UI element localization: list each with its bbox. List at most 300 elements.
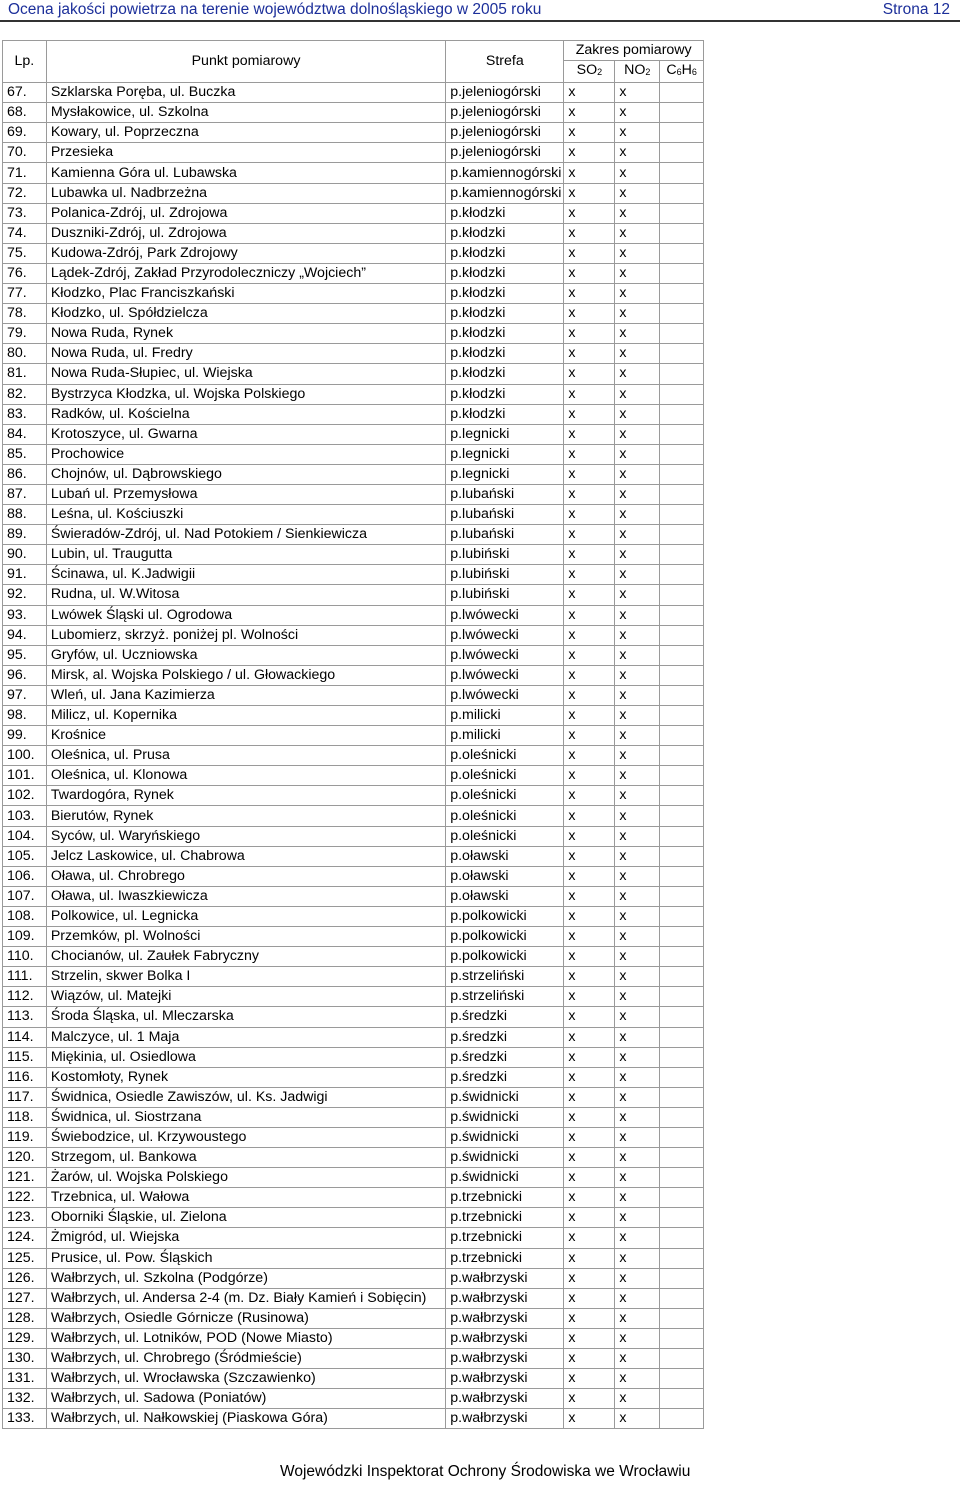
so2-mark: x	[564, 404, 615, 424]
row-number: 79.	[3, 324, 47, 344]
so2-mark: x	[564, 464, 615, 484]
so2-mark: x	[564, 263, 615, 283]
no2-mark: x	[615, 726, 660, 746]
zone: p.oleśnicki	[446, 746, 564, 766]
measurement-point: Ścinawa, ul. K.Jadwigii	[46, 565, 445, 585]
zone: p.wałbrzyski	[446, 1349, 564, 1369]
measurement-point: Świdnica, ul. Siostrzana	[46, 1107, 445, 1127]
no2-mark: x	[615, 1148, 660, 1168]
table-row	[3, 685, 704, 705]
c6h6-mark	[660, 625, 704, 645]
c6h6-mark	[660, 605, 704, 625]
c6h6-mark	[660, 645, 704, 665]
so2-mark: x	[564, 846, 615, 866]
c6h6-mark	[660, 927, 704, 947]
table-row	[3, 1228, 704, 1248]
row-number: 80.	[3, 344, 47, 364]
row-number: 73.	[3, 203, 47, 223]
row-number: 101.	[3, 766, 47, 786]
table-row	[3, 585, 704, 605]
row-number: 76.	[3, 263, 47, 283]
zone: p.lubiński	[446, 565, 564, 585]
measurement-point: Malczyce, ul. 1 Maja	[46, 1027, 445, 1047]
c6h6-mark	[660, 1328, 704, 1348]
so2-mark: x	[564, 605, 615, 625]
c6h6-mark	[660, 1148, 704, 1168]
row-number: 83.	[3, 404, 47, 424]
no2-mark: x	[615, 806, 660, 826]
row-number: 130.	[3, 1349, 47, 1369]
header-so2: $SO_2$	[564, 61, 615, 83]
no2-mark: x	[615, 505, 660, 525]
c6h6-mark	[660, 1308, 704, 1328]
row-number: 118.	[3, 1107, 47, 1127]
no2-mark: x	[615, 183, 660, 203]
row-number: 67.	[3, 83, 47, 103]
measurement-point: Wałbrzych, ul. Lotników, POD (Nowe Miasto)	[46, 1328, 445, 1348]
zone: p.milicki	[446, 706, 564, 726]
zone: p.lubański	[446, 525, 564, 545]
page-header	[0, 0, 960, 20]
so2-mark: x	[564, 545, 615, 565]
c6h6-mark	[660, 344, 704, 364]
table-row	[3, 1087, 704, 1107]
zone: p.kłodzki	[446, 263, 564, 283]
row-number: 93.	[3, 605, 47, 625]
zone: p.kłodzki	[446, 344, 564, 364]
row-number: 98.	[3, 706, 47, 726]
measurement-points-table	[2, 40, 704, 1429]
table-row	[3, 625, 704, 645]
zone: p.kamiennogórski	[446, 163, 564, 183]
table-row	[3, 243, 704, 263]
zone: p.kłodzki	[446, 223, 564, 243]
measurement-point: Lubomierz, skrzyż. poniżej pl. Wolności	[46, 625, 445, 645]
table-row	[3, 565, 704, 585]
table-row	[3, 1208, 704, 1228]
c6h6-mark	[660, 424, 704, 444]
so2-mark: x	[564, 1007, 615, 1027]
row-number: 128.	[3, 1308, 47, 1328]
so2-mark: x	[564, 1409, 615, 1429]
measurement-point: Kamienna Góra ul. Lubawska	[46, 163, 445, 183]
measurement-point: Kostomłoty, Rynek	[46, 1067, 445, 1087]
zone: p.wałbrzyski	[446, 1288, 564, 1308]
measurement-point: Rudna, ul. W.Witosa	[46, 585, 445, 605]
header-punkt-pomiarowy: Punkt pomiarowy	[46, 41, 445, 83]
row-number: 131.	[3, 1369, 47, 1389]
table-row	[3, 1409, 704, 1429]
measurement-point: Prusice, ul. Pow. Śląskich	[46, 1248, 445, 1268]
c6h6-mark	[660, 1228, 704, 1248]
measurement-point: Oleśnica, ul. Prusa	[46, 746, 445, 766]
so2-mark: x	[564, 1308, 615, 1328]
zone: p.kłodzki	[446, 284, 564, 304]
row-number: 77.	[3, 284, 47, 304]
c6h6-mark	[660, 1208, 704, 1228]
measurement-point: Żmigród, ul. Wiejska	[46, 1228, 445, 1248]
so2-mark: x	[564, 585, 615, 605]
no2-mark: x	[615, 927, 660, 947]
no2-mark: x	[615, 1067, 660, 1087]
row-number: 116.	[3, 1067, 47, 1087]
table-row	[3, 143, 704, 163]
row-number: 123.	[3, 1208, 47, 1228]
c6h6-mark	[660, 444, 704, 464]
so2-mark: x	[564, 183, 615, 203]
c6h6-mark	[660, 1067, 704, 1087]
no2-mark: x	[615, 625, 660, 645]
zone: p.strzeliński	[446, 987, 564, 1007]
table-row	[3, 846, 704, 866]
measurement-point: Kudowa-Zdrój, Park Zdrojowy	[46, 243, 445, 263]
row-number: 72.	[3, 183, 47, 203]
zone: p.polkowicki	[446, 927, 564, 947]
zone: p.kłodzki	[446, 324, 564, 344]
table-row	[3, 1027, 704, 1047]
measurement-point: Strzegom, ul. Bankowa	[46, 1148, 445, 1168]
zone: p.kłodzki	[446, 364, 564, 384]
row-number: 94.	[3, 625, 47, 645]
row-number: 75.	[3, 243, 47, 263]
table-row	[3, 1248, 704, 1268]
measurement-point: Polanica-Zdrój, ul. Zdrojowa	[46, 203, 445, 223]
measurement-point: Polkowice, ul. Legnicka	[46, 906, 445, 926]
zone: p.trzebnicki	[446, 1208, 564, 1228]
no2-mark: x	[615, 223, 660, 243]
c6h6-mark	[660, 183, 704, 203]
no2-mark: x	[615, 585, 660, 605]
measurement-point: Nowa Ruda, Rynek	[46, 324, 445, 344]
c6h6-mark	[660, 364, 704, 384]
c6h6-mark	[660, 123, 704, 143]
measurement-point: Chojnów, ul. Dąbrowskiego	[46, 464, 445, 484]
zone: p.jeleniogórski	[446, 103, 564, 123]
row-number: 126.	[3, 1268, 47, 1288]
table-row	[3, 947, 704, 967]
so2-mark: x	[564, 1067, 615, 1087]
no2-mark: x	[615, 444, 660, 464]
no2-mark: x	[615, 1228, 660, 1248]
no2-mark: x	[615, 1208, 660, 1228]
row-number: 103.	[3, 806, 47, 826]
table-row	[3, 284, 704, 304]
measurement-point: Mirsk, al. Wojska Polskiego / ul. Głowackiego	[46, 665, 445, 685]
so2-mark: x	[564, 1268, 615, 1288]
c6h6-mark	[660, 304, 704, 324]
table-row	[3, 927, 704, 947]
table-row	[3, 1288, 704, 1308]
table-row	[3, 1047, 704, 1067]
no2-mark: x	[615, 846, 660, 866]
so2-mark: x	[564, 344, 615, 364]
table-row	[3, 967, 704, 987]
so2-mark: x	[564, 685, 615, 705]
no2-mark: x	[615, 284, 660, 304]
no2-mark: x	[615, 464, 660, 484]
so2-mark: x	[564, 665, 615, 685]
measurement-point: Przemków, pl. Wolności	[46, 927, 445, 947]
table-row	[3, 806, 704, 826]
row-number: 78.	[3, 304, 47, 324]
no2-mark: x	[615, 324, 660, 344]
no2-mark: x	[615, 1409, 660, 1429]
zone: p.legnicki	[446, 424, 564, 444]
measurement-point: Wałbrzych, ul. Nałkowskiej (Piaskowa Góra)	[46, 1409, 445, 1429]
measurement-point: Żarów, ul. Wojska Polskiego	[46, 1168, 445, 1188]
zone: p.świdnicki	[446, 1107, 564, 1127]
no2-mark: x	[615, 364, 660, 384]
row-number: 97.	[3, 685, 47, 705]
zone: p.oławski	[446, 866, 564, 886]
measurement-point: Radków, ul. Kościelna	[46, 404, 445, 424]
table-row	[3, 766, 704, 786]
c6h6-mark	[660, 1168, 704, 1188]
measurement-point: Gryfów, ul. Uczniowska	[46, 645, 445, 665]
row-number: 112.	[3, 987, 47, 1007]
so2-mark: x	[564, 1328, 615, 1348]
c6h6-mark	[660, 1007, 704, 1027]
c6h6-mark	[660, 1268, 704, 1288]
row-number: 84.	[3, 424, 47, 444]
no2-mark: x	[615, 203, 660, 223]
zone: p.lwówecki	[446, 605, 564, 625]
row-number: 99.	[3, 726, 47, 746]
row-number: 90.	[3, 545, 47, 565]
zone: p.trzebnicki	[446, 1248, 564, 1268]
table-row	[3, 163, 704, 183]
row-number: 81.	[3, 364, 47, 384]
no2-mark: x	[615, 605, 660, 625]
so2-mark: x	[564, 1288, 615, 1308]
measurement-point: Oława, ul. Chrobrego	[46, 866, 445, 886]
no2-mark: x	[615, 1369, 660, 1389]
table-row	[3, 886, 704, 906]
table-row	[3, 605, 704, 625]
zone: p.milicki	[446, 726, 564, 746]
zone: p.świdnicki	[446, 1148, 564, 1168]
measurement-point: Lwówek Śląski ul. Ogrodowa	[46, 605, 445, 625]
measurement-point: Nowa Ruda-Słupiec, ul. Wiejska	[46, 364, 445, 384]
zone: p.legnicki	[446, 444, 564, 464]
c6h6-mark	[660, 1288, 704, 1308]
table-row	[3, 746, 704, 766]
c6h6-mark	[660, 866, 704, 886]
table-row	[3, 404, 704, 424]
header-zakres-pomiarowy: Zakres pomiarowy	[564, 41, 704, 61]
c6h6-mark	[660, 746, 704, 766]
no2-mark: x	[615, 404, 660, 424]
table-row	[3, 1107, 704, 1127]
so2-mark: x	[564, 625, 615, 645]
no2-mark: x	[615, 384, 660, 404]
zone: p.jeleniogórski	[446, 83, 564, 103]
row-number: 105.	[3, 846, 47, 866]
row-number: 110.	[3, 947, 47, 967]
row-number: 91.	[3, 565, 47, 585]
c6h6-mark	[660, 1248, 704, 1268]
measurement-point: Bierutów, Rynek	[46, 806, 445, 826]
c6h6-mark	[660, 1409, 704, 1429]
row-number: 104.	[3, 826, 47, 846]
zone: p.polkowicki	[446, 947, 564, 967]
no2-mark: x	[615, 123, 660, 143]
c6h6-mark	[660, 906, 704, 926]
no2-mark: x	[615, 243, 660, 263]
so2-mark: x	[564, 424, 615, 444]
table-row	[3, 545, 704, 565]
table-row	[3, 1328, 704, 1348]
zone: p.świdnicki	[446, 1087, 564, 1107]
row-number: 96.	[3, 665, 47, 685]
so2-mark: x	[564, 1228, 615, 1248]
row-number: 114.	[3, 1027, 47, 1047]
measurement-point: Oborniki Śląskie, ul. Zielona	[46, 1208, 445, 1228]
measurement-point: Milicz, ul. Kopernika	[46, 706, 445, 726]
row-number: 125.	[3, 1248, 47, 1268]
measurement-point: Kowary, ul. Poprzeczna	[46, 123, 445, 143]
so2-mark: x	[564, 1087, 615, 1107]
so2-mark: x	[564, 143, 615, 163]
header-rule	[0, 20, 960, 22]
measurement-point: Syców, ul. Waryńskiego	[46, 826, 445, 846]
measurement-point: Chocianów, ul. Zaułek Fabryczny	[46, 947, 445, 967]
measurement-point: Leśna, ul. Kościuszki	[46, 505, 445, 525]
c6h6-mark	[660, 1369, 704, 1389]
row-number: 85.	[3, 444, 47, 464]
c6h6-mark	[660, 886, 704, 906]
zone: p.trzebnicki	[446, 1228, 564, 1248]
no2-mark: x	[615, 1288, 660, 1308]
no2-mark: x	[615, 1087, 660, 1107]
so2-mark: x	[564, 243, 615, 263]
measurement-point: Oława, ul. Iwaszkiewicza	[46, 886, 445, 906]
so2-mark: x	[564, 886, 615, 906]
zone: p.wałbrzyski	[446, 1268, 564, 1288]
no2-mark: x	[615, 1027, 660, 1047]
row-number: 132.	[3, 1389, 47, 1409]
table-row	[3, 1168, 704, 1188]
no2-mark: x	[615, 866, 660, 886]
row-number: 120.	[3, 1148, 47, 1168]
table-row	[3, 424, 704, 444]
c6h6-mark	[660, 464, 704, 484]
so2-mark: x	[564, 1107, 615, 1127]
table-row	[3, 263, 704, 283]
c6h6-mark	[660, 706, 704, 726]
row-number: 108.	[3, 906, 47, 926]
zone: p.wałbrzyski	[446, 1389, 564, 1409]
table-row	[3, 364, 704, 384]
table-row	[3, 123, 704, 143]
measurement-point: Mysłakowice, ul. Szkolna	[46, 103, 445, 123]
so2-mark: x	[564, 1047, 615, 1067]
row-number: 115.	[3, 1047, 47, 1067]
row-number: 113.	[3, 1007, 47, 1027]
table-row	[3, 484, 704, 504]
no2-mark: x	[615, 1389, 660, 1409]
table-row	[3, 786, 704, 806]
so2-mark: x	[564, 1208, 615, 1228]
zone: p.trzebnicki	[446, 1188, 564, 1208]
measurement-point: Miękinia, ul. Osiedlowa	[46, 1047, 445, 1067]
zone: p.strzeliński	[446, 967, 564, 987]
so2-mark: x	[564, 525, 615, 545]
measurement-point: Lubin, ul. Traugutta	[46, 545, 445, 565]
measurement-point: Wałbrzych, ul. Andersa 2-4 (m. Dz. Biały Kamień i Sobięcin)	[46, 1288, 445, 1308]
no2-mark: x	[615, 344, 660, 364]
table-row	[3, 645, 704, 665]
table-row	[3, 906, 704, 926]
table-row	[3, 826, 704, 846]
measurement-point: Środa Śląska, ul. Mleczarska	[46, 1007, 445, 1027]
no2-mark: x	[615, 746, 660, 766]
measurement-point: Duszniki-Zdrój, ul. Zdrojowa	[46, 223, 445, 243]
zone: p.wałbrzyski	[446, 1308, 564, 1328]
measurement-point: Świdnica, Osiedle Zawiszów, ul. Ks. Jadwigi	[46, 1087, 445, 1107]
zone: p.polkowicki	[446, 906, 564, 926]
so2-mark: x	[564, 304, 615, 324]
row-number: 100.	[3, 746, 47, 766]
measurement-point: Wałbrzych, ul. Wrocławska (Szczawienko)	[46, 1369, 445, 1389]
so2-mark: x	[564, 927, 615, 947]
so2-mark: x	[564, 906, 615, 926]
so2-mark: x	[564, 284, 615, 304]
no2-mark: x	[615, 947, 660, 967]
row-number: 127.	[3, 1288, 47, 1308]
c6h6-mark	[660, 505, 704, 525]
row-number: 119.	[3, 1127, 47, 1147]
no2-mark: x	[615, 1127, 660, 1147]
no2-mark: x	[615, 665, 660, 685]
measurement-point: Wałbrzych, Osiedle Górnicze (Rusinowa)	[46, 1308, 445, 1328]
no2-mark: x	[615, 103, 660, 123]
no2-mark: x	[615, 967, 660, 987]
measurement-point: Wałbrzych, ul. Chrobrego (Śródmieście)	[46, 1349, 445, 1369]
no2-mark: x	[615, 424, 660, 444]
so2-mark: x	[564, 103, 615, 123]
measurement-point: Krotoszyce, ul. Gwarna	[46, 424, 445, 444]
row-number: 117.	[3, 1087, 47, 1107]
table-row	[3, 1349, 704, 1369]
header-c6h6: $C_6H_6$	[660, 61, 704, 83]
zone: p.jeleniogórski	[446, 143, 564, 163]
table-row	[3, 866, 704, 886]
no2-mark: x	[615, 886, 660, 906]
c6h6-mark	[660, 585, 704, 605]
header-strefa: Strefa	[446, 41, 564, 83]
no2-mark: x	[615, 1047, 660, 1067]
so2-mark: x	[564, 223, 615, 243]
no2-mark: x	[615, 484, 660, 504]
measurement-point: Prochowice	[46, 444, 445, 464]
table-row	[3, 464, 704, 484]
table-body	[3, 83, 704, 1429]
c6h6-mark	[660, 263, 704, 283]
row-number: 70.	[3, 143, 47, 163]
row-number: 92.	[3, 585, 47, 605]
no2-mark: x	[615, 685, 660, 705]
table-row	[3, 1268, 704, 1288]
table-row	[3, 665, 704, 685]
c6h6-mark	[660, 404, 704, 424]
so2-mark: x	[564, 1027, 615, 1047]
c6h6-mark	[660, 284, 704, 304]
zone: p.wałbrzyski	[446, 1409, 564, 1429]
table-row	[3, 304, 704, 324]
so2-mark: x	[564, 1168, 615, 1188]
so2-mark: x	[564, 967, 615, 987]
